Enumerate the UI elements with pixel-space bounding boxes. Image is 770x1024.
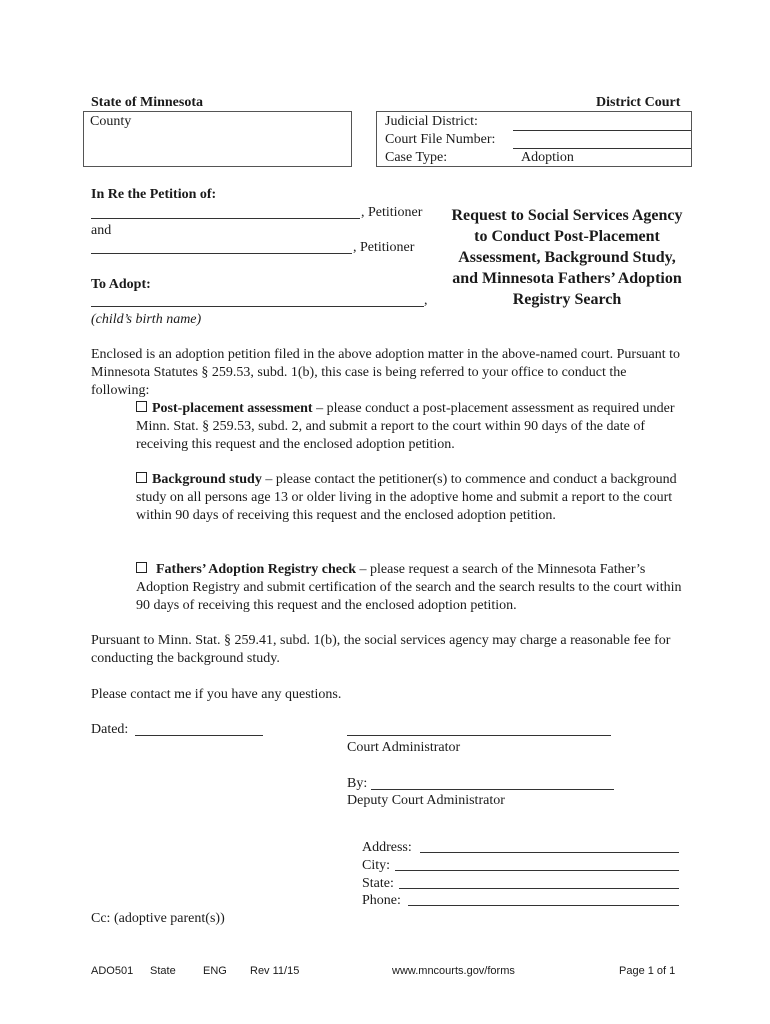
child-name-field[interactable]	[91, 306, 424, 307]
registry-check-checkbox[interactable]	[136, 562, 147, 573]
item-post-placement	[136, 400, 684, 454]
background-study-text: – please contact the petitioner(s) to commence and conduct a background study on all persons age 13 or older living in the adoptive home and submit a report to the court within 90 days of receiving this request and the enclosed adoption petition.	[136, 472, 677, 523]
petitioner2-field[interactable]	[91, 253, 352, 254]
case-type-label: Case Type:	[385, 150, 448, 165]
registry-check-heading: Fathers’ Adoption Registry check	[156, 562, 356, 577]
court-heading: District Court	[596, 95, 681, 110]
by-label: By:	[347, 776, 368, 791]
form-title: Request to Social Services Agency to Conduct Post-Placement Assessment, Background Study, and Minnesota Fathers’ Adoption Registry Search	[451, 207, 683, 308]
dated-label: Dated:	[91, 722, 129, 737]
state-field[interactable]	[399, 888, 679, 889]
dated-field[interactable]	[135, 735, 263, 736]
phone-field[interactable]	[408, 905, 679, 906]
state-heading: State of Minnesota	[91, 95, 203, 110]
in-re-heading: In Re the Petition of:	[91, 187, 217, 202]
and-label: and	[91, 223, 112, 238]
item-background-study	[136, 471, 684, 525]
child-name-label: (child’s birth name)	[91, 312, 202, 327]
background-study-checkbox[interactable]	[136, 472, 147, 483]
cc-line: Cc: (adoptive parent(s))	[91, 911, 225, 926]
court-admin-label: Court Administrator	[347, 740, 461, 755]
file-number-label: Court File Number:	[385, 132, 496, 147]
address-label: Address:	[362, 840, 412, 855]
footer-form-id: ADO501	[91, 965, 134, 977]
footer-url[interactable]: www.mncourts.gov/forms	[392, 965, 515, 977]
address-field[interactable]	[420, 852, 679, 853]
petitioner2-label: , Petitioner	[353, 240, 415, 255]
item-registry-check	[136, 561, 684, 615]
district-label: Judicial District:	[385, 114, 478, 129]
footer-rev: Rev 11/15	[250, 965, 300, 977]
post-placement-checkbox[interactable]	[136, 401, 147, 412]
post-placement-heading: Post-placement assessment	[152, 401, 313, 416]
state-label: State:	[362, 876, 394, 891]
by-signature-line[interactable]	[371, 789, 614, 790]
intro-paragraph: Enclosed is an adoption petition filed in the above adoption matter in the above-named court. Pursuant to Minnesota Statutes § 259.53, subd. 1(b), this case is being referred to your office to conduct the following:	[91, 347, 681, 398]
registry-check-text: – please request a search of the Minnesota Father’s Adoption Registry and submit certification of the search and the search results to the court within 90 days of receiving this request and the enclosed adoption petition.	[136, 562, 682, 613]
background-study-heading: Background study	[152, 472, 262, 487]
footer-page: Page 1 of 1	[619, 965, 676, 977]
petitioner1-label: , Petitioner	[361, 205, 423, 220]
child-name-comma: ,	[424, 293, 428, 308]
deputy-label: Deputy Court Administrator	[347, 793, 505, 808]
case-info-box	[376, 111, 692, 167]
contact-paragraph: Please contact me if you have any questions.	[91, 687, 342, 702]
city-label: City:	[362, 858, 391, 873]
post-placement-text: – please conduct a post-placement assessment as required under Minn. Stat. § 259.53, subd. 2, and submit a report to the court within 90 days of the date of receiving this request and the enclosed adoption petition.	[136, 401, 675, 452]
to-adopt-heading: To Adopt:	[91, 277, 151, 292]
case-type-value: Adoption	[521, 150, 574, 165]
footer-state: State	[150, 965, 176, 977]
file-number-field[interactable]	[513, 148, 691, 149]
city-field[interactable]	[395, 870, 679, 871]
footer-lang: ENG	[203, 965, 227, 977]
phone-label: Phone:	[362, 893, 401, 908]
county-label: County	[90, 114, 132, 129]
court-admin-signature-line[interactable]	[347, 735, 611, 736]
district-field[interactable]	[513, 130, 691, 131]
fee-paragraph: Pursuant to Minn. Stat. § 259.41, subd. 1(b), the social services agency may charge a reasonable fee for conducting the background study.	[91, 633, 671, 666]
petitioner1-field[interactable]	[91, 218, 360, 219]
county-box	[83, 111, 352, 167]
